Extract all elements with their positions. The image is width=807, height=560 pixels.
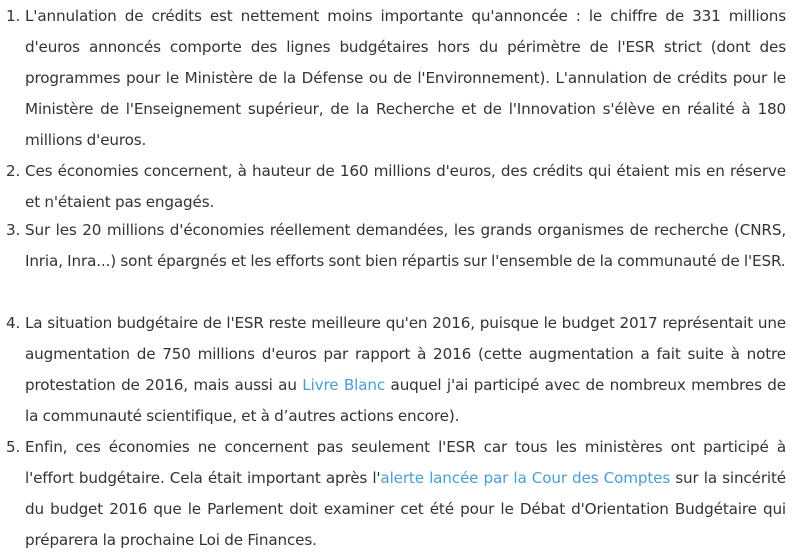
- list-item: [6, 432, 786, 556]
- list-item-text: Ces économies concernent, à hauteur de 160 millions d'euros, des crédits qui étaient mis en réserve et n'étaient pas engagés.: [25, 162, 786, 211]
- list-item-text: L'annulation de crédits est nettement moins importante qu'annoncée : le chiffre de 331 millions d'euros annoncés comporte des lignes budgétaires hors du périmètre de l'ESR strict (dont des programmes pour le Ministère de la Défense ou de l'Environnement). L'annulation de crédits pour le Ministère de l'Enseignement supérieur, de la Recherche et de l'Innovation s'élève en réalité à 180 millions d'euros.: [25, 7, 786, 149]
- list-item: [6, 1, 786, 156]
- list-item-text-before: Enfin, ces économies ne concernent pas seulement l'ESR car tous les ministères ont participé à l'effort budgétaire. Cela était important après l': [25, 438, 786, 487]
- list-item-text: Sur les 20 millions d'économies réellement demandées, les grands organismes de recherche (CNRS, Inria, Inra...) sont épargnés et les efforts sont bien répartis sur l'ensemble de la communauté de l'ESR.: [25, 221, 786, 270]
- list-item-text-before: La situation budgétaire de l'ESR reste meilleure qu'en 2016, puisque le budget 2017 représentait une augmentation de 750 millions d'euros par rapport à 2016 (cette augmentation a fait suite à notre protestation de 2016, mais aussi au: [25, 314, 786, 394]
- list-item-number: 4.: [6, 314, 21, 332]
- livre-blanc-link[interactable]: Livre Blanc: [302, 375, 386, 394]
- list-item-number: 2.: [6, 162, 21, 180]
- list-item: [6, 308, 786, 432]
- list-item: [6, 215, 786, 277]
- cour-des-comptes-alert-link[interactable]: alerte lancée par la Cour des Comptes: [380, 468, 671, 487]
- list-item-text-after: sur la sincérité du budget 2016 que le Parlement doit examiner cet été pour le Débat d'Orientation Budgétaire qui préparera la prochaine Loi de Finances.: [25, 468, 786, 549]
- list-item-number: 5.: [6, 438, 21, 456]
- list-item: [6, 156, 786, 218]
- list-item-text-after: auquel j'ai participé avec de nombreux membres de la communauté scientifique, et à d’autres actions encore).: [25, 375, 786, 425]
- list-item-number: 3.: [6, 221, 21, 239]
- list-item-number: 1.: [6, 7, 21, 25]
